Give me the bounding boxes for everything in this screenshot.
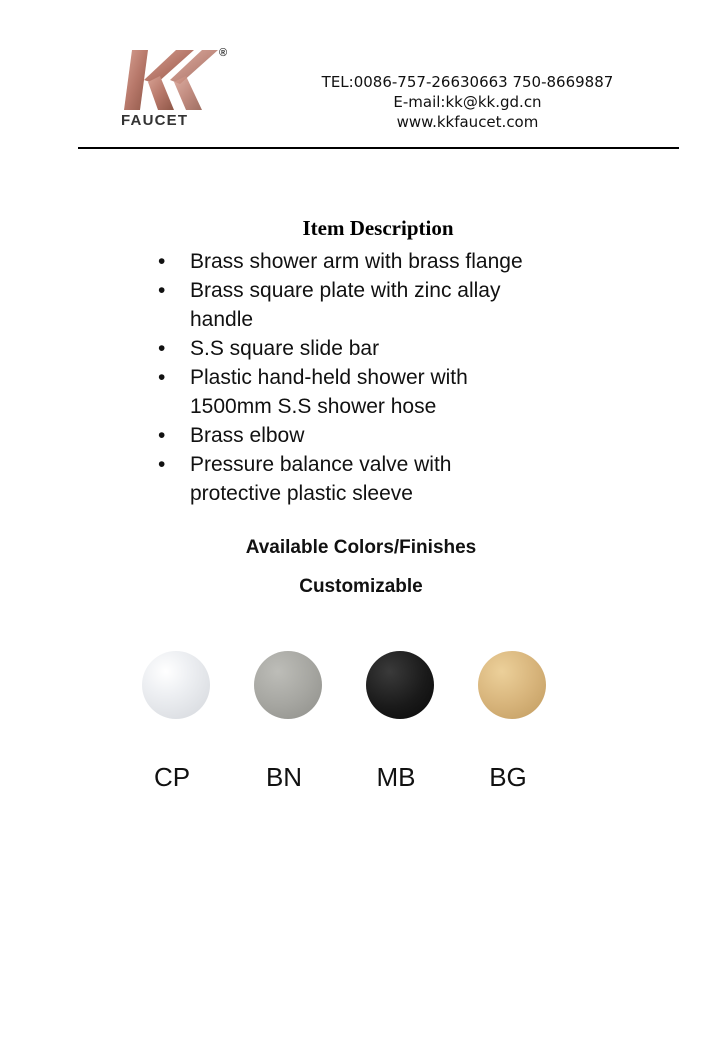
brand-logo <box>118 46 238 132</box>
list-item <box>158 421 598 450</box>
list-item-line: Brass elbow <box>190 424 305 447</box>
email-address: E-mail:kk@kk.gd.cn <box>393 93 542 111</box>
item-description-title: Item Description <box>302 216 454 240</box>
list-item-line: 1500mm S.S shower hose <box>190 395 437 418</box>
swatch-bn[interactable] <box>254 651 322 719</box>
phone-number: TEL:0086-757-26630663 750-8669887 <box>321 73 614 91</box>
swatch-label-mb: MB <box>376 762 416 792</box>
list-item-line: protective plastic sleeve <box>190 482 413 505</box>
swatch-label-bg: BG <box>489 762 527 792</box>
swatch-label-cp: CP <box>153 762 191 792</box>
list-item <box>158 363 598 421</box>
website-link[interactable]: www.kkfaucet.com <box>396 113 539 131</box>
bullet: • <box>158 453 166 476</box>
list-item <box>158 276 598 334</box>
list-item-line: S.S square slide bar <box>190 337 380 360</box>
logo-kk-mark <box>118 46 228 112</box>
swatch-bg[interactable] <box>478 651 546 719</box>
available-colors-heading: Available Colors/Finishes <box>245 537 477 558</box>
swatch-mb[interactable] <box>366 651 434 719</box>
list-item-line: Pressure balance valve with <box>190 453 452 476</box>
list-item <box>158 334 598 363</box>
contact-info <box>290 72 645 132</box>
list-item-line: Brass square plate with zinc allay <box>190 279 501 302</box>
customizable-label: Customizable <box>299 576 423 597</box>
bullet: • <box>158 366 166 389</box>
header-divider <box>78 147 679 149</box>
item-description-list <box>158 247 598 508</box>
swatch-label-bn: BN <box>265 762 303 792</box>
swatch-cp[interactable] <box>142 651 210 719</box>
list-item <box>158 247 598 276</box>
bullet: • <box>158 337 166 360</box>
bullet: • <box>158 424 166 447</box>
logo-text: FAUCET <box>121 112 189 129</box>
list-item-line: handle <box>190 308 254 331</box>
list-item-line: Brass shower arm with brass flange <box>190 250 523 273</box>
list-item <box>158 450 598 508</box>
list-item-line: Plastic hand-held shower with <box>190 366 468 389</box>
registered-mark: ® <box>219 47 228 59</box>
bullet: • <box>158 250 166 273</box>
bullet: • <box>158 279 166 302</box>
